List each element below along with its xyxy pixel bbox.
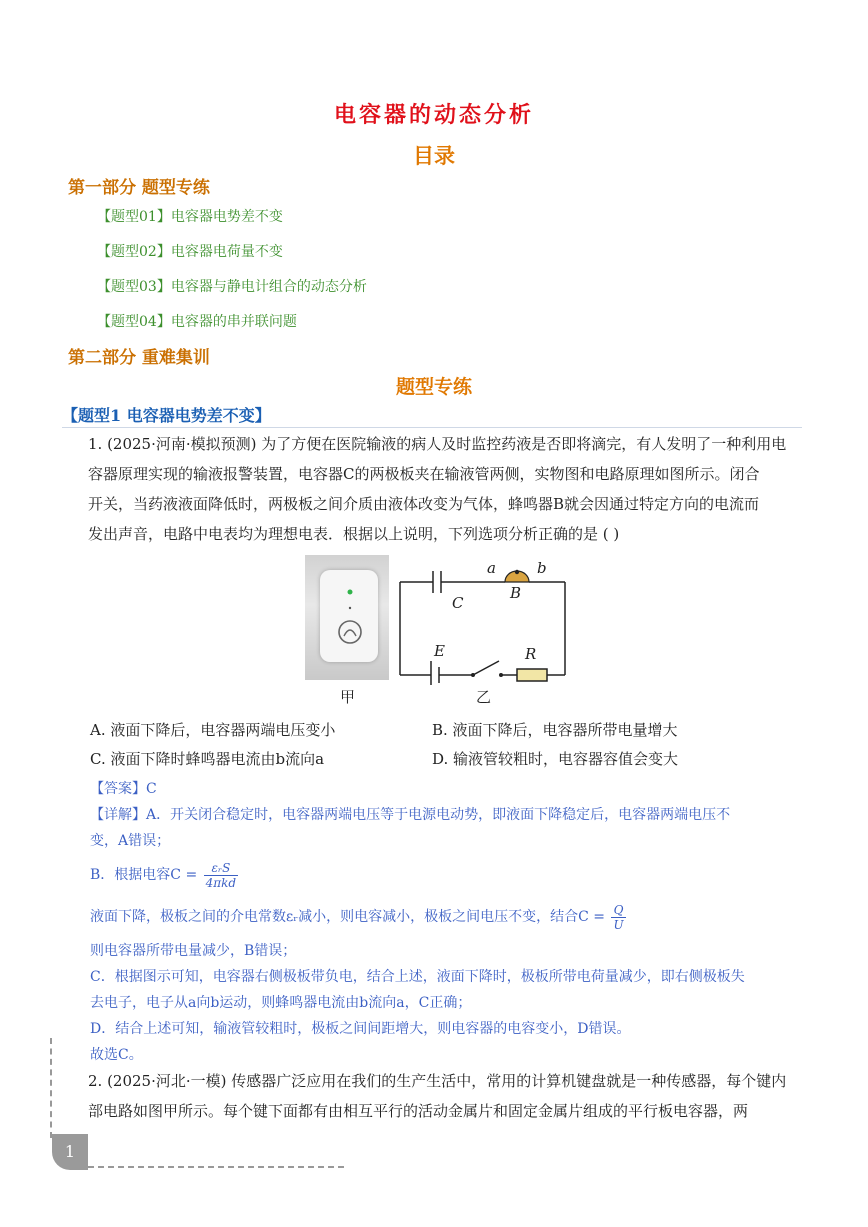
solution-line: D．结合上述可知，输液管较粗时，极板之间间距增大，则电容器的电容变小，D错误。 [90,1021,631,1037]
question-1-line: 开关，当药液液面降低时，两极板之间介质由液体改变为气体，蜂鸣器B就会因通过特定方向的电流而 [88,495,760,513]
capacitance-formula [204,861,238,890]
solution-line: C．根据图示可知，电容器右侧极板带负电，结合上述，液面下降时，极板所带电荷量减少，即右侧极板失 [90,969,745,985]
solution-block [90,776,800,1068]
solution-line: 则电容器所带电量减少，B错误； [90,943,297,959]
toc-item-3[interactable]: 【题型03】电容器与静电计组合的动态分析 [97,279,367,295]
question-2-stem [88,1066,808,1126]
circuit-label-resistor: R [525,645,537,663]
topic-heading [62,403,271,426]
solution-formula-line [90,896,800,938]
circuit-label-a: a [487,559,496,577]
toc-item-2[interactable]: 【题型02】电容器电荷量不变 [97,244,283,260]
toc-title: 目录 [413,143,455,168]
option-c[interactable]: C. 液面下降时蜂鸣器电流由b流向a [90,750,325,768]
circuit-label-b: b [537,559,547,577]
solution-text: 液面下降，极板之间的介电常数εᵣ减小，则电容减小，极板之间电压不变，结合C = [90,909,610,925]
fraction-denominator: U [613,917,624,932]
page-number: 1 [52,1134,88,1170]
toc-item-4[interactable]: 【题型04】电容器的串并联问题 [97,314,297,330]
solution-formula-line [90,854,800,896]
question-1-line: 1. (2025·河南·模拟预测) 为了方便在医院输液的病人及时监控药液是否即将滴完，有人发明了一种利用电 [88,435,787,453]
solution-line: 故选C。 [90,1047,143,1063]
circuit-label-buzzer: B [510,584,522,602]
circuit-label-source: E [434,642,445,660]
document-title: 电容器的动态分析 [333,102,534,128]
question-1-line: 发出声音，电路中电表均为理想电表．根据以上说明，下列选项分析正确的是 ( ) [88,525,620,543]
solution-text: B．根据电容C = [90,867,202,883]
question-1-stem [88,429,808,549]
toc-part-1[interactable]: 第一部分 题型专练 [68,178,210,198]
charge-formula [611,903,625,932]
fraction-numerator: Q [611,903,625,918]
option-d[interactable]: D. 输液管较粗时，电容器容值会变大 [432,750,679,768]
circuit-label-capacitor: C [452,594,464,612]
toc-item-1[interactable]: 【题型01】电容器电势差不变 [97,209,283,225]
alarm-device-drawing [320,570,378,662]
figure-jia-label: 甲 [340,688,356,706]
solution-line: 变，A错误； [90,833,171,849]
alarm-device-image [320,570,378,662]
solution-line: 去电子，电子从a向b运动，则蜂鸣器电流由b流向a，C正确； [90,995,472,1011]
question-2-line: 2. (2025·河北·一模) 传感器广泛应用在我们的生产生活中，常用的计算机键盘就是一种传感器，每个键内 [88,1072,787,1090]
toc-part-2[interactable]: 第二部分 重难集训 [68,348,210,368]
circuit-diagram [395,555,575,685]
answer-line: 【答案】C [90,781,157,797]
topic-divider [62,427,802,428]
section-heading: 题型专练 [395,376,472,398]
figure-yi-label: 乙 [476,688,492,706]
question-1-line: 容器原理实现的输液报警装置，电容器C的两极板夹在输液管两侧，实物图和电路原理如图所示。闭合 [88,465,760,483]
fraction-numerator: εᵣS [204,861,238,876]
footer-dashed-line [88,1166,344,1168]
option-a[interactable]: A. 液面下降后，电容器两端电压变小 [90,721,336,739]
option-b[interactable]: B. 液面下降后，电容器所带电量增大 [432,721,678,739]
margin-dashed-line [50,1038,52,1138]
fraction-denominator: 4πkd [205,875,237,890]
topic-heading-text: 【题型1 电容器电势差不变】 [62,406,271,425]
question-2-line: 部电路如图甲所示。每个键下面都有由相互平行的活动金属片和固定金属片组成的平行板电容器，两 [88,1102,749,1120]
solution-line: 【详解】A．开关闭合稳定时，电容器两端电压等于电源电动势，即液面下降稳定后，电容器两端电压不 [90,807,731,823]
